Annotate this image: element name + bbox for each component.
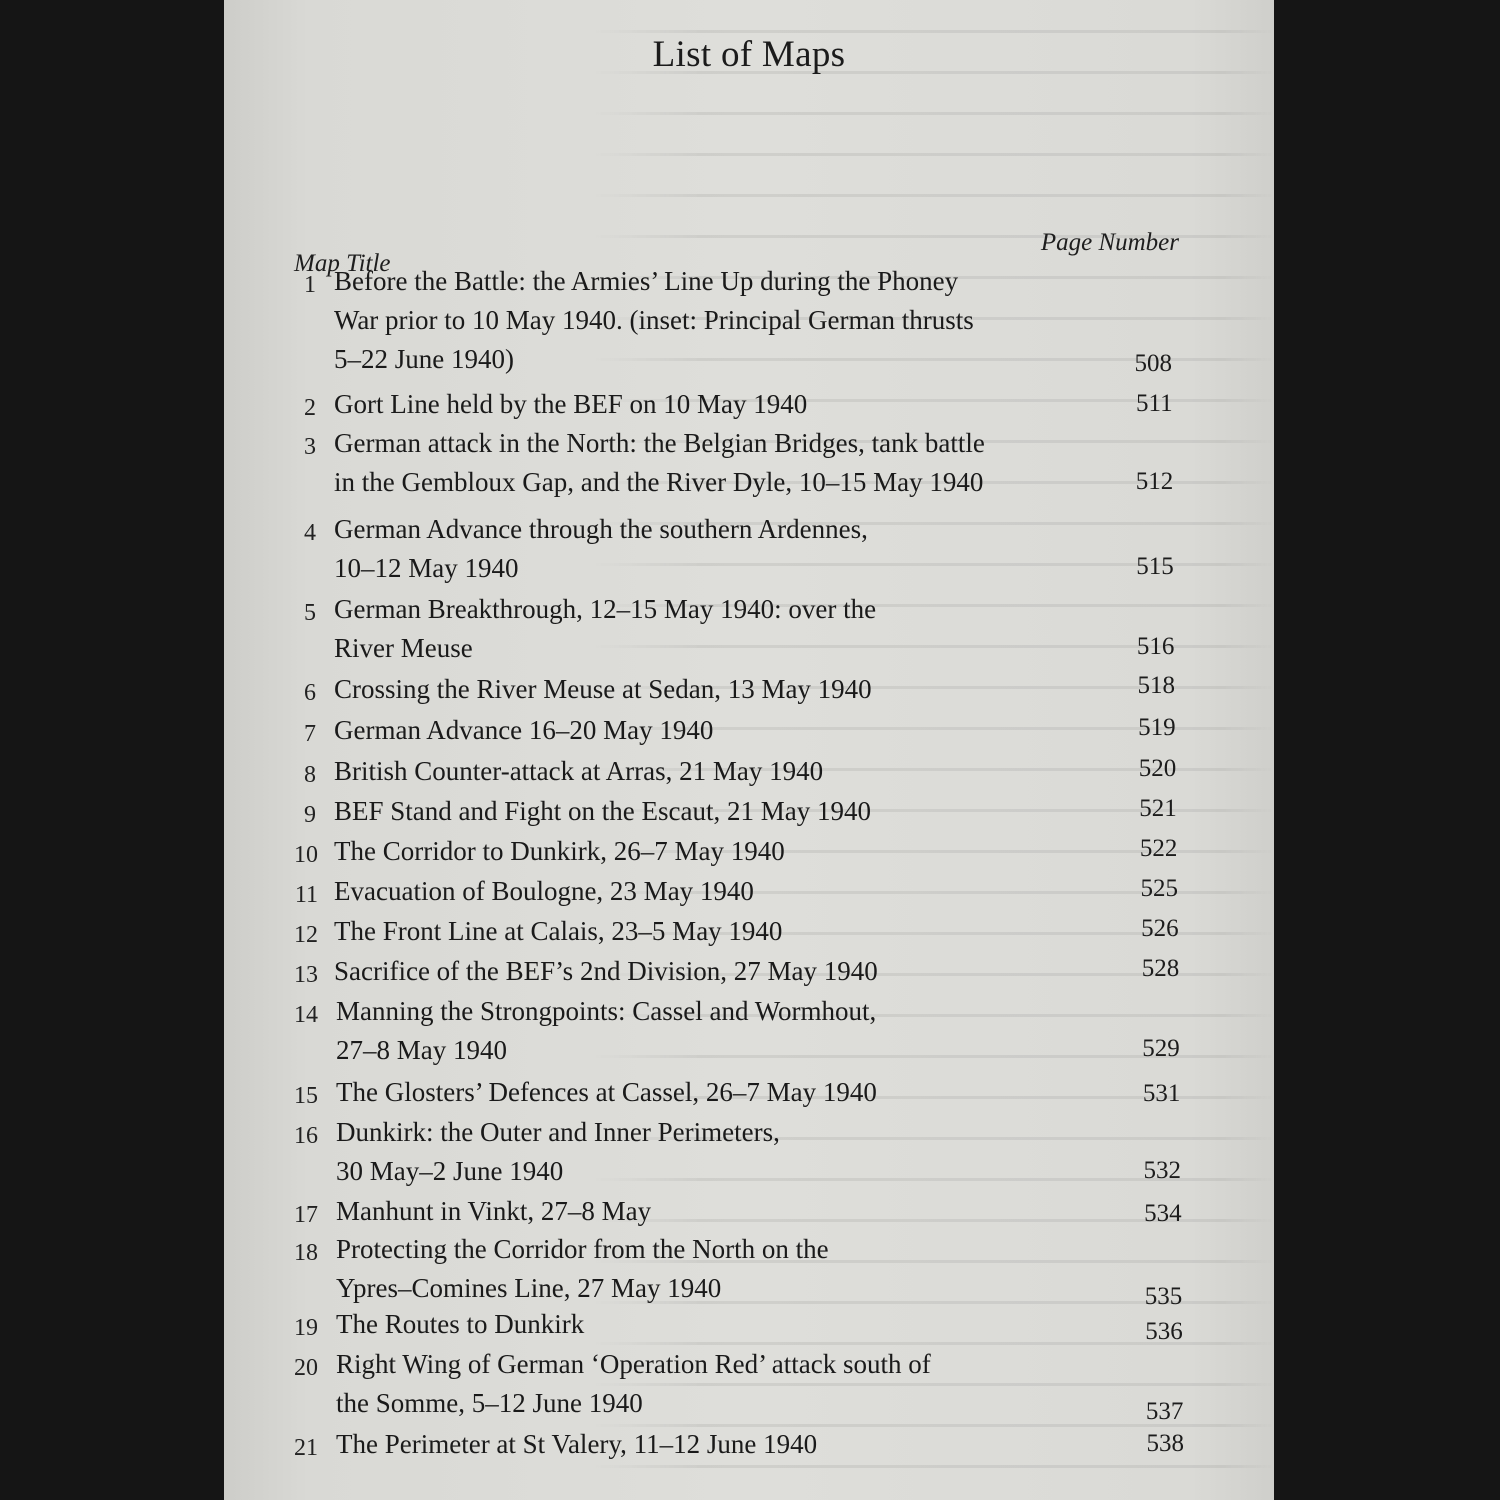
page-number: 532 bbox=[1143, 1157, 1181, 1184]
map-number: 6 bbox=[304, 680, 316, 706]
map-title-line: Before the Battle: the Armies’ Line Up during the Phoney bbox=[334, 266, 959, 296]
map-title-line: German attack in the North: the Belgian Bridges, tank battle bbox=[334, 428, 985, 458]
page-number: 519 bbox=[1138, 714, 1176, 741]
page-number: 515 bbox=[1136, 553, 1174, 580]
page-number: 538 bbox=[1146, 1430, 1184, 1457]
map-title-line: The Glosters’ Defences at Cassel, 26–7 May 1940 bbox=[336, 1077, 877, 1107]
map-number: 17 bbox=[294, 1202, 318, 1228]
page-number: 528 bbox=[1141, 955, 1180, 982]
page-number: 511 bbox=[1136, 390, 1173, 417]
map-title-line: 30 May–2 June 1940 bbox=[336, 1156, 564, 1186]
map-title-line: German Breakthrough, 12–15 May 1940: over the bbox=[334, 594, 877, 624]
book-page bbox=[224, 0, 1274, 1500]
map-number: 7 bbox=[304, 721, 316, 747]
map-title-line: 10–12 May 1940 bbox=[334, 553, 519, 583]
map-title-line: Manning the Strongpoints: Cassel and Wormhout, bbox=[336, 996, 877, 1026]
page-number: 535 bbox=[1144, 1283, 1183, 1310]
page-number: 531 bbox=[1142, 1080, 1181, 1107]
map-title-line: BEF Stand and Fight on the Escaut, 21 May 1940 bbox=[334, 796, 871, 826]
page-title: List of Maps bbox=[652, 34, 846, 75]
map-number: 19 bbox=[294, 1315, 318, 1341]
map-number: 13 bbox=[294, 962, 318, 988]
page-number: 526 bbox=[1141, 915, 1179, 942]
map-number: 20 bbox=[294, 1355, 318, 1381]
map-title-line: Ypres–Comines Line, 27 May 1940 bbox=[336, 1273, 722, 1303]
page-number: 525 bbox=[1140, 875, 1178, 902]
map-title-line: River Meuse bbox=[334, 633, 473, 663]
page-number: 516 bbox=[1136, 633, 1175, 660]
page-number: 537 bbox=[1145, 1398, 1184, 1425]
map-title-line: Dunkirk: the Outer and Inner Perimeters, bbox=[336, 1117, 780, 1147]
page-number: 518 bbox=[1137, 672, 1175, 699]
page-number: 512 bbox=[1135, 468, 1174, 495]
column-header-page-number: Page Number bbox=[1040, 229, 1179, 256]
map-title-line: British Counter-attack at Arras, 21 May 1940 bbox=[334, 756, 824, 786]
page-number: 529 bbox=[1142, 1035, 1180, 1062]
map-number: 3 bbox=[304, 434, 316, 460]
map-title-line: 27–8 May 1940 bbox=[336, 1035, 507, 1065]
map-title-line: The Routes to Dunkirk bbox=[336, 1309, 585, 1339]
map-number: 21 bbox=[294, 1435, 318, 1461]
page-number: 520 bbox=[1138, 755, 1177, 782]
map-title-line: The Corridor to Dunkirk, 26–7 May 1940 bbox=[334, 836, 785, 866]
map-number: 16 bbox=[294, 1123, 318, 1149]
map-title-line: War prior to 10 May 1940. (inset: Principal German thrusts bbox=[334, 305, 974, 335]
map-number: 2 bbox=[304, 395, 316, 421]
map-title-line: in the Gembloux Gap, and the River Dyle, 10–15 May 1940 bbox=[334, 467, 984, 497]
map-title-line: German Advance through the southern Ardennes, bbox=[334, 514, 868, 544]
map-title-line: Evacuation of Boulogne, 23 May 1940 bbox=[334, 876, 754, 906]
map-number: 10 bbox=[294, 842, 318, 868]
map-number: 8 bbox=[304, 762, 316, 788]
map-number: 4 bbox=[304, 520, 316, 546]
map-title-line: Protecting the Corridor from the North on the bbox=[336, 1234, 829, 1264]
map-number: 5 bbox=[304, 600, 316, 626]
page-number: 536 bbox=[1145, 1318, 1183, 1345]
map-title-line: Right Wing of German ‘Operation Red’ attack south of bbox=[336, 1349, 931, 1379]
map-number: 1 bbox=[304, 272, 316, 298]
page-number: 508 bbox=[1134, 350, 1172, 377]
map-title-line: 5–22 June 1940) bbox=[334, 344, 514, 374]
column-header-map-title: Map Title bbox=[294, 250, 391, 277]
map-number: 9 bbox=[304, 802, 316, 828]
map-title-line: the Somme, 5–12 June 1940 bbox=[336, 1388, 643, 1418]
map-title-line: The Front Line at Calais, 23–5 May 1940 bbox=[334, 916, 783, 946]
page-number: 534 bbox=[1144, 1200, 1182, 1227]
map-title-line: Manhunt in Vinkt, 27–8 May bbox=[336, 1196, 652, 1226]
map-title-line: Sacrifice of the BEF’s 2nd Division, 27 May 1940 bbox=[334, 956, 878, 986]
map-title-line: The Perimeter at St Valery, 11–12 June 1940 bbox=[336, 1429, 818, 1459]
map-title-line: Gort Line held by the BEF on 10 May 1940 bbox=[334, 389, 808, 419]
map-number: 18 bbox=[294, 1240, 318, 1266]
map-title-line: German Advance 16–20 May 1940 bbox=[334, 715, 714, 745]
map-number: 12 bbox=[294, 922, 318, 948]
map-number: 14 bbox=[294, 1002, 318, 1028]
map-number: 15 bbox=[294, 1083, 318, 1109]
page-number: 521 bbox=[1139, 795, 1177, 822]
map-number: 11 bbox=[294, 882, 318, 908]
page-number: 522 bbox=[1139, 835, 1178, 862]
map-title-line: Crossing the River Meuse at Sedan, 13 May 1940 bbox=[334, 674, 872, 704]
